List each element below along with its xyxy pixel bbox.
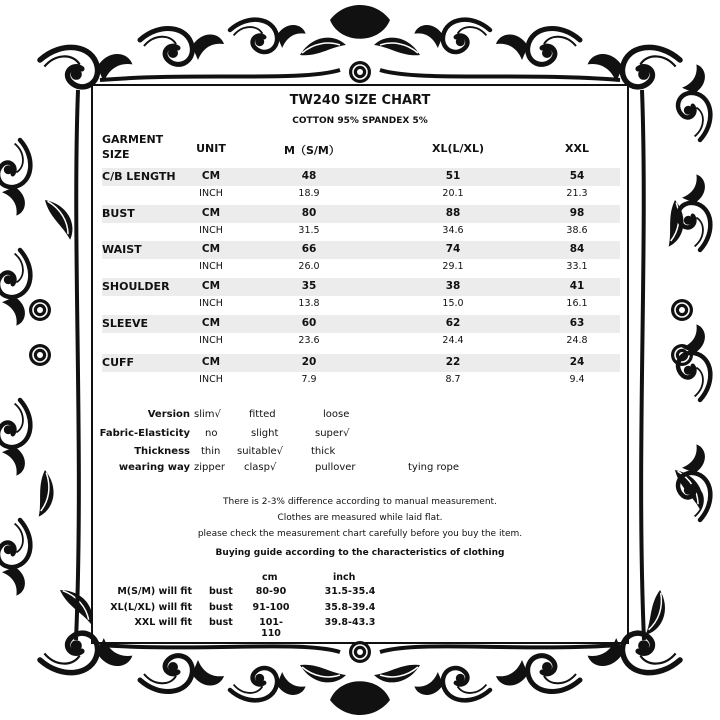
value-cell: 54 (569, 170, 585, 182)
chart-title: TW240 SIZE CHART (289, 93, 431, 108)
guide-fit-label: M(S/M) will fit (117, 586, 192, 597)
guide-fit-label: XXL will fit (134, 617, 192, 628)
table-row-inch (102, 223, 620, 241)
value-cell: 88 (445, 207, 461, 219)
value-cell: 98 (569, 207, 585, 219)
guide-col-cm: cm (262, 572, 278, 583)
value-cell: 31.5 (298, 225, 320, 236)
characteristic-label: Fabric-Elasticity (99, 428, 190, 439)
unit-cell: INCH (199, 261, 223, 272)
value-cell: 74 (445, 243, 461, 255)
characteristic-label: Thickness (134, 446, 190, 457)
table-row-cm (102, 168, 620, 186)
value-cell: 80 (301, 207, 317, 219)
unit-cell: CM (201, 317, 221, 329)
header-unit: UNIT (196, 142, 226, 155)
value-cell: 63 (569, 317, 585, 329)
guide-fit-label: XL(L/XL) will fit (110, 602, 192, 613)
value-cell: 21.3 (566, 188, 588, 199)
table-row-cm (102, 278, 620, 296)
characteristic-option: super√ (315, 428, 350, 439)
guide-part: bust (209, 617, 233, 628)
characteristic-option: zipper (194, 462, 225, 473)
value-cell: 34.6 (442, 225, 464, 236)
characteristic-option: pullover (315, 462, 356, 473)
note-laid-flat: Clothes are measured while laid flat. (277, 513, 443, 523)
characteristic-option: thick (311, 446, 336, 457)
value-cell: 24.8 (566, 335, 588, 346)
buying-guide-title: Buying guide according to the characteristics of clothing (215, 548, 505, 558)
value-cell: 51 (445, 170, 461, 182)
table-row-cm (102, 241, 620, 259)
characteristic-option: slight (251, 428, 279, 439)
guide-cm-range: 80-90 (255, 586, 287, 597)
value-cell: 8.7 (445, 374, 461, 385)
measurement-label: SHOULDER (102, 280, 170, 293)
characteristic-option: suitable√ (237, 446, 284, 457)
characteristic-option: no (205, 428, 218, 439)
characteristic-option: tying rope (408, 462, 459, 473)
characteristic-option: clasp√ (244, 462, 277, 473)
value-cell: 24 (569, 356, 585, 368)
header-size-xl: XL(L/XL) (431, 142, 485, 155)
characteristic-label: wearing way (118, 462, 190, 473)
characteristic-label: Version (147, 409, 190, 420)
note-check-chart: please check the measurement chart carefully before you buy the item. (197, 529, 523, 539)
table-row-inch (102, 333, 620, 351)
table-row-inch (102, 372, 620, 390)
value-cell: 38.6 (566, 225, 588, 236)
value-cell: 13.8 (298, 298, 320, 309)
characteristic-option: fitted (249, 409, 276, 420)
unit-cell: INCH (199, 188, 223, 199)
measurement-label: WAIST (102, 243, 142, 256)
note-measurement-difference: There is 2-3% difference according to manual measurement. (223, 497, 497, 507)
value-cell: 38 (445, 280, 461, 292)
header-size-m: M（S/M） (284, 144, 340, 157)
header-garment-size: GARMENT SIZE (102, 133, 164, 161)
value-cell: 20.1 (442, 188, 464, 199)
guide-part: bust (209, 586, 233, 597)
unit-cell: CM (201, 356, 221, 368)
unit-cell: CM (201, 280, 221, 292)
unit-cell: INCH (199, 225, 223, 236)
unit-cell: INCH (199, 335, 223, 346)
unit-cell: INCH (199, 374, 223, 385)
value-cell: 23.6 (298, 335, 320, 346)
value-cell: 22 (445, 356, 461, 368)
table-row-cm (102, 315, 620, 333)
guide-cm-range: 91-100 (252, 602, 290, 613)
characteristic-option: slim√ (194, 409, 221, 420)
value-cell: 15.0 (442, 298, 464, 309)
value-cell: 41 (569, 280, 585, 292)
value-cell: 9.4 (569, 374, 585, 385)
table-row-cm (102, 354, 620, 372)
characteristic-option: loose (323, 409, 350, 420)
value-cell: 29.1 (442, 261, 464, 272)
unit-cell: INCH (199, 298, 223, 309)
value-cell: 35 (301, 280, 317, 292)
guide-part: bust (209, 602, 233, 613)
unit-cell: CM (201, 207, 221, 219)
value-cell: 33.1 (566, 261, 588, 272)
value-cell: 48 (301, 170, 317, 182)
value-cell: 62 (445, 317, 461, 329)
measurement-label: C/B LENGTH (102, 170, 176, 183)
measurement-label: SLEEVE (102, 317, 148, 330)
measurement-label: CUFF (102, 356, 135, 369)
guide-inch-range: 35.8-39.4 (324, 602, 376, 613)
characteristic-option: thin (201, 446, 221, 457)
value-cell: 84 (569, 243, 585, 255)
value-cell: 24.4 (442, 335, 464, 346)
table-row-inch (102, 296, 620, 314)
value-cell: 7.9 (301, 374, 317, 385)
value-cell: 60 (301, 317, 317, 329)
guide-cm-range: 101-110 (259, 617, 283, 639)
measurement-label: BUST (102, 207, 135, 220)
fabric-composition: COTTON 95% SPANDEX 5% (292, 116, 428, 126)
guide-inch-range: 39.8-43.3 (324, 617, 376, 628)
table-row-inch (102, 186, 620, 204)
guide-inch-range: 31.5-35.4 (324, 586, 376, 597)
value-cell: 18.9 (298, 188, 320, 199)
value-cell: 16.1 (566, 298, 588, 309)
table-row-cm (102, 205, 620, 223)
unit-cell: CM (201, 243, 221, 255)
value-cell: 26.0 (298, 261, 320, 272)
value-cell: 20 (301, 356, 317, 368)
value-cell: 66 (301, 243, 317, 255)
unit-cell: CM (201, 170, 221, 182)
header-size-xxl: XXL (565, 142, 589, 155)
guide-col-inch: inch (333, 572, 356, 583)
table-row-inch (102, 259, 620, 277)
